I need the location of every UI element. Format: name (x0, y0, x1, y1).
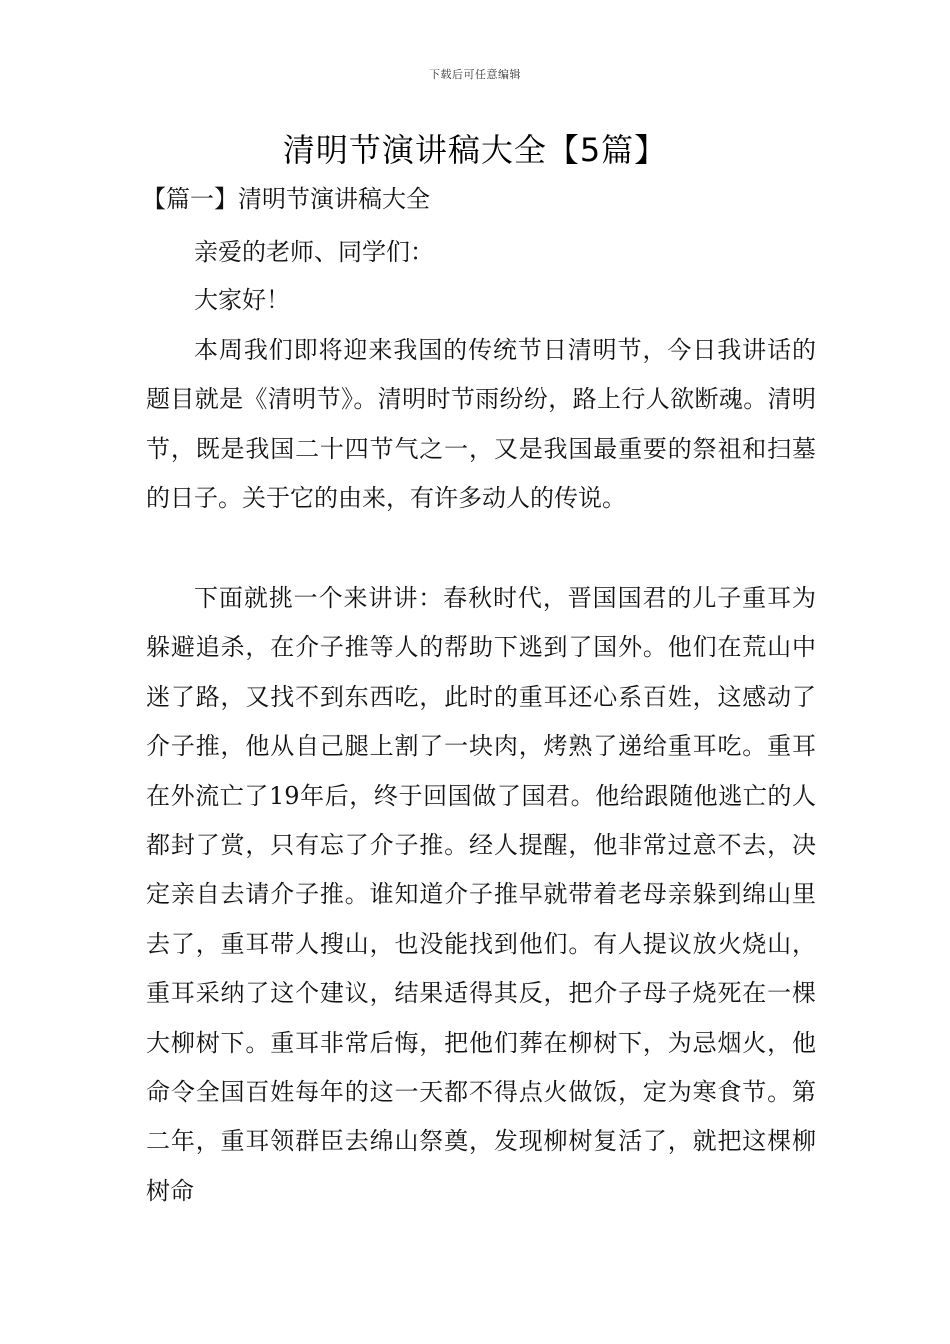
paragraph-hello: 大家好！ (194, 286, 290, 314)
paragraph-story: 下面就挑一个来讲讲：春秋时代，晋国国君的儿子重耳为躲避追杀，在介子推等人的帮助下逃到了国外。他们在荒山中迷了路，又找不到东西吃，此时的重耳还心系百姓，这感动了介子推，他从自己腿上割了一块肉，烤熟了递给重耳吃。重耳在外流亡了19年后，终于回国做了国君。他给跟随他逃亡的人都封了赏，只有忘了介子推。经人提醒，他非常过意不去，决定亲自去请介子推。谁知道介子推早就带着老母亲躲到绵山里去了，重耳带人搜山，也没能找到他们。有人提议放火烧山，重耳采纳了这个建议，结果适得其反，把介子母子烧死在一棵大柳树下。重耳非常后悔，把他们葬在柳树下，为忌烟火，他命令全国百姓每年的这一天都不得点火做饭，定为寒食节。第二年，重耳领群臣去绵山祭奠，发现柳树复活了，就把这棵柳树命 (146, 584, 816, 1205)
paragraph-intro: 本周我们即将迎来我国的传统节日清明节，今日我讲话的题目就是《清明节》。清明时节雨纷纷，路上行人欲断魂。清明节，既是我国二十四节气之一，又是我国最重要的祭祖和扫墓的日子。关于它的由来，有许多动人的传说。 (146, 336, 816, 513)
document-title: 清明节演讲稿大全【5篇】 (282, 131, 668, 169)
section-heading: 【篇一】清明节演讲稿大全 (142, 185, 430, 213)
header-note: 下载后可任意编辑 (429, 68, 521, 81)
paragraph-greeting: 亲爱的老师、同学们： (194, 238, 434, 266)
